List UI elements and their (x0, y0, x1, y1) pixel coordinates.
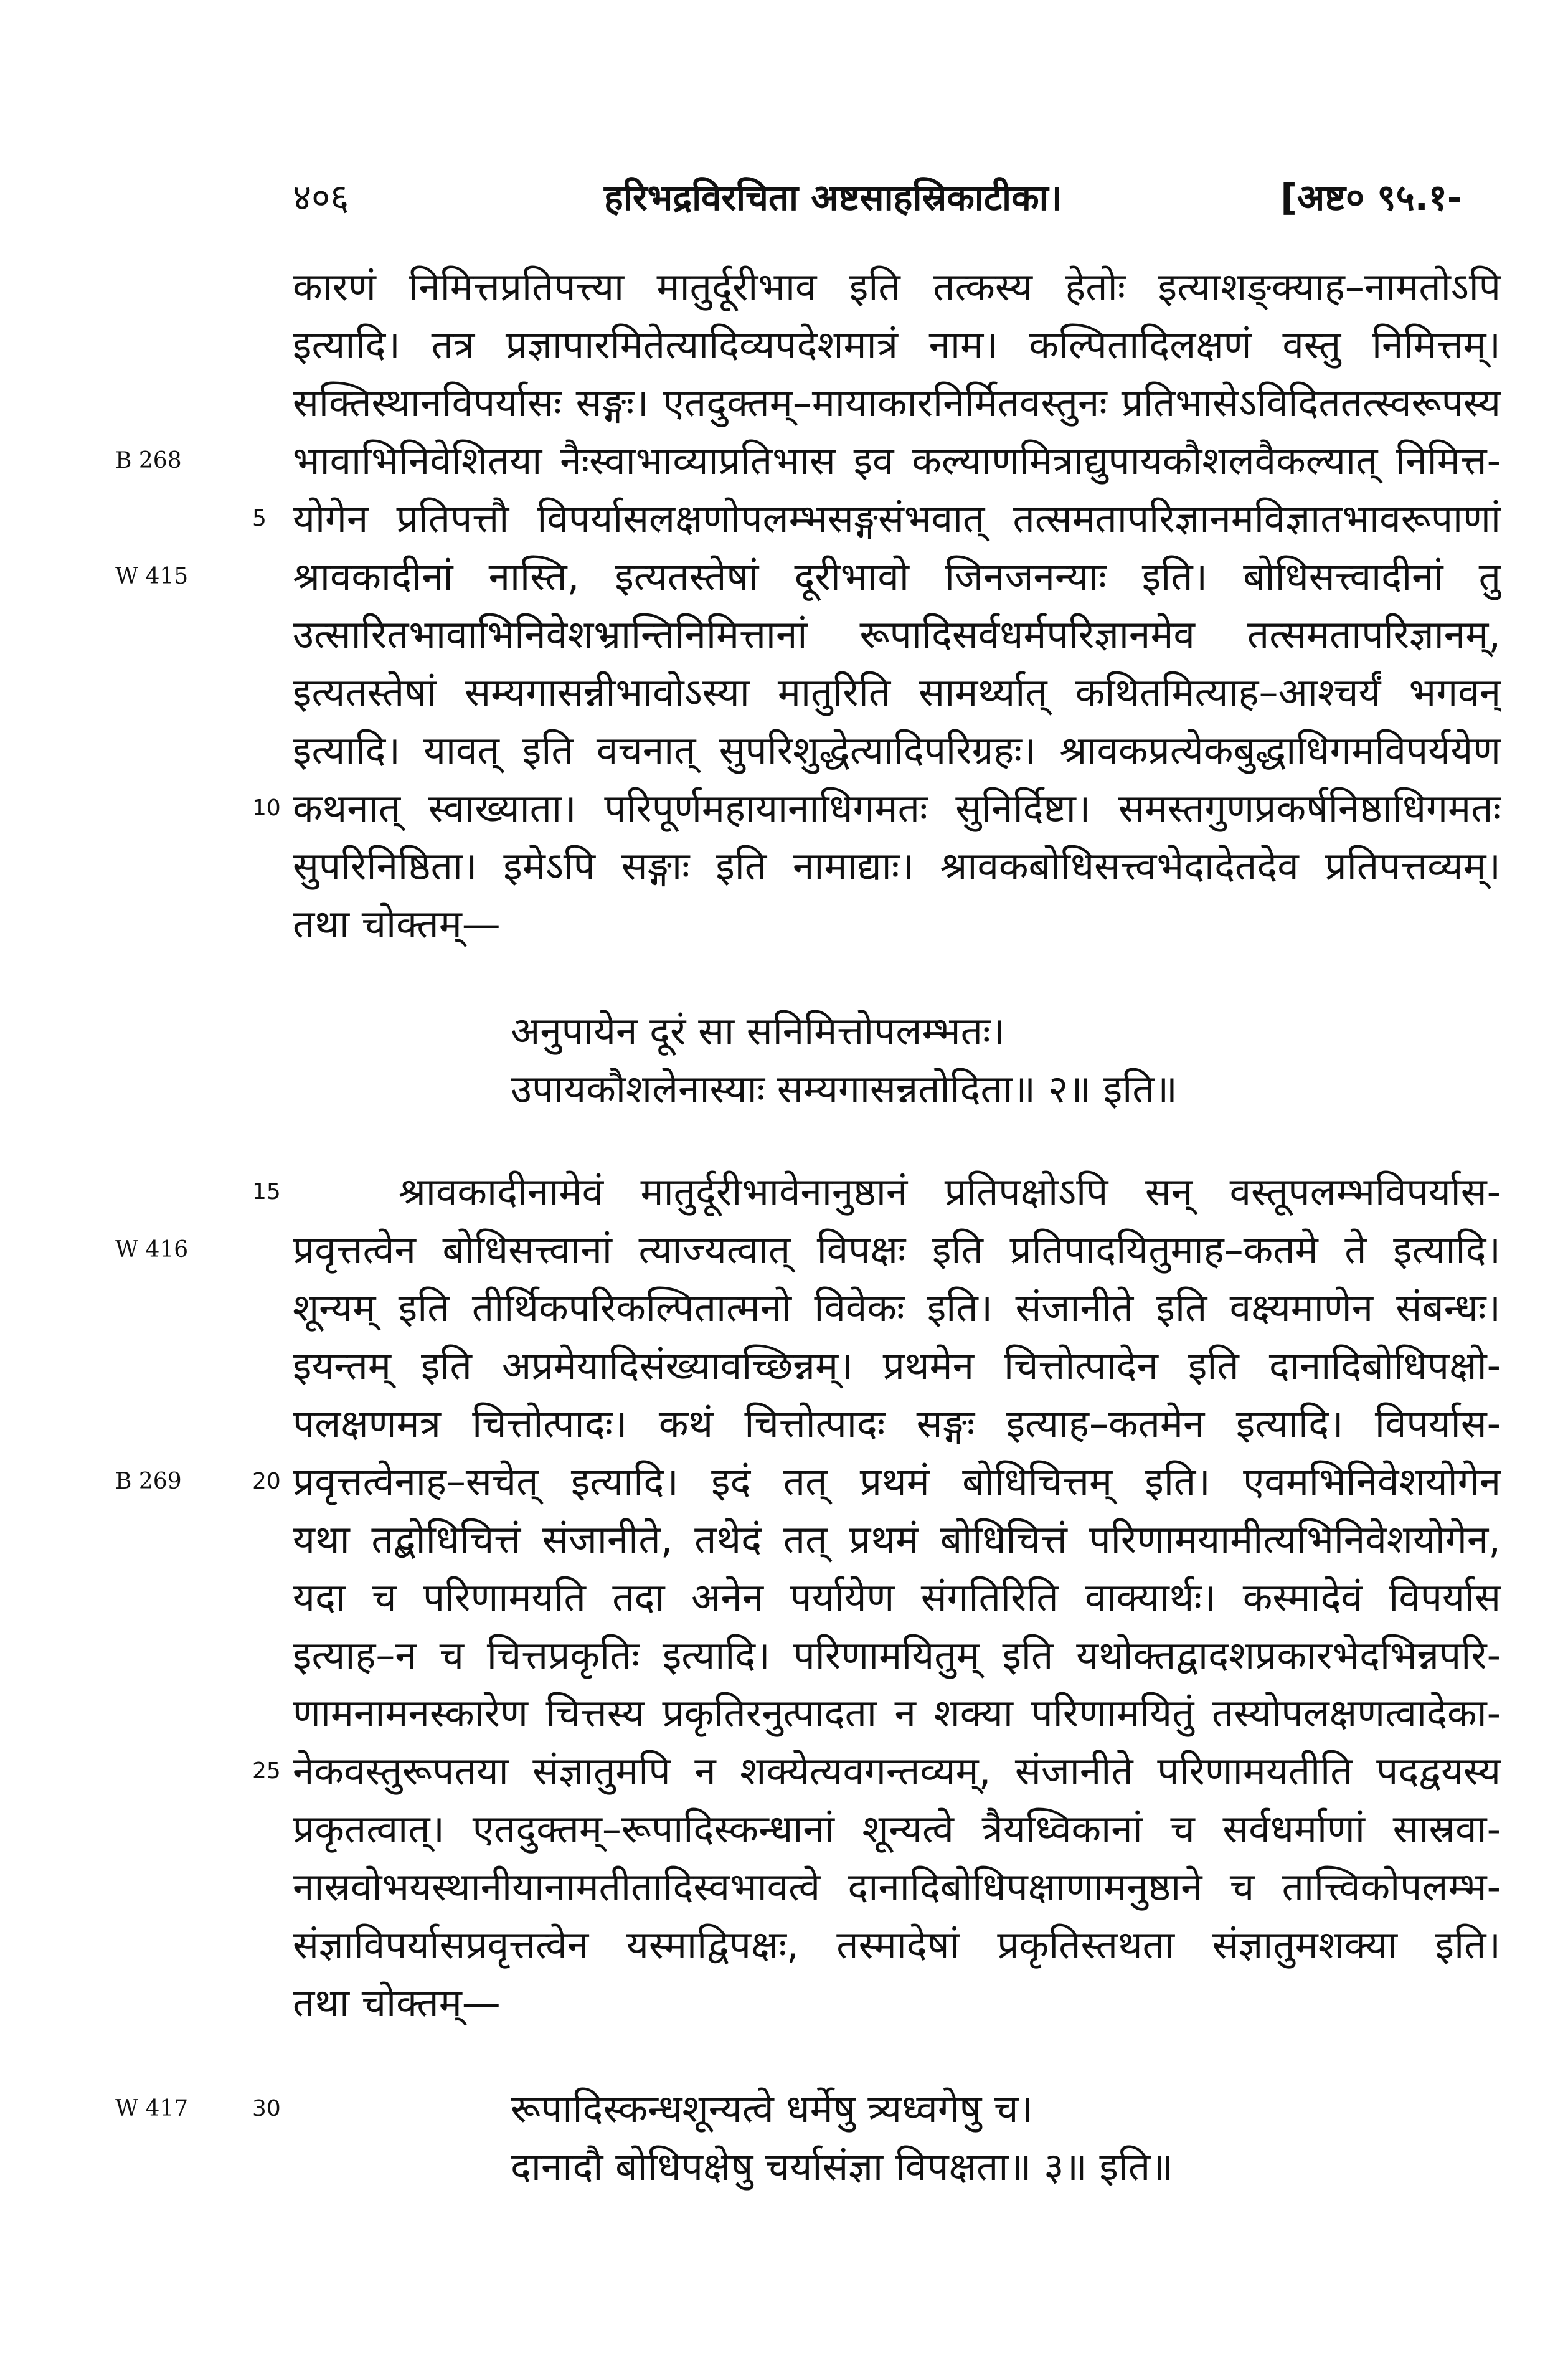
text-line: कारणं निमित्तप्रतिपत्त्या मातुर्दूरीभाव इति तत्कस्य हेतोः इत्याशङ्क्याह–नामतोऽपि (293, 264, 1501, 310)
text-line: इत्यादि। यावत् इति वचनात् सुपरिशुद्धेत्यादिपरिग्रहः। श्रावकप्रत्येकबुद्धाधिगमविपर्ययेण (293, 727, 1501, 773)
text-line: श्रावकादीनां नास्ति, इत्यतस्तेषां दूरीभावो जिनजनन्याः इति। बोधिसत्त्वादीनां तु (293, 554, 1501, 599)
text-line: शून्यम् इति तीर्थिकपरिकल्पितात्मनो विवेकः इति। संजानीते इति वक्ष्यमाणेन संबन्धः। (293, 1285, 1501, 1330)
line-number: 10 (252, 795, 281, 821)
text-line: कथनात् स्वाख्याता। परिपूर्णमहायानाधिगमतः सुनिर्दिष्टा। समस्तगुणप्रकर्षनिष्ठाधिगमतः (293, 785, 1501, 831)
margin-reference: W 417 (115, 2096, 189, 2121)
text-line: सक्तिस्थानविपर्यासः सङ्गः। एतदुक्तम्–मायाकारनिर्मितवस्तुनः प्रतिभासेऽविदिततत्स्वरूपस्य (293, 380, 1501, 425)
text-line: सुपरिनिष्ठिता। इमेऽपि सङ्गाः इति नामाद्याः। श्रावकबोधिसत्त्वभेदादेतदेव प्रतिपत्तव्यम्। (293, 843, 1501, 889)
text-line: इत्यतस्तेषां सम्यगासन्नीभावोऽस्या मातुरिति सामर्थ्यात् कथितमित्याह–आश्चर्यं भगवन् (293, 670, 1501, 715)
line-number: 30 (252, 2096, 281, 2121)
text-line: प्रकृतत्वात्। एतदुक्तम्–रूपादिस्कन्धानां शून्यत्वे त्रैयध्विकानां च सर्वधर्माणां सास्रवा- (293, 1806, 1501, 1852)
text-line: उत्सारितभावाभिनिवेशभ्रान्तिनिमित्तानां रूपादिसर्वधर्मपरिज्ञानमेव तत्समतापरिज्ञानम्, (293, 612, 1501, 657)
page-number: ४०६ (293, 176, 349, 219)
margin-reference: W 416 (115, 1237, 189, 1262)
text-line: भावाभिनिवेशितया नैःस्वाभाव्याप्रतिभास इव कल्याणमित्राद्युपायकौशलवैकल्यात् निमित्त- (293, 438, 1501, 483)
text-line: तथा चोक्तम्— (293, 1980, 501, 2025)
line-number: 25 (252, 1758, 281, 1784)
verse-line: अनुपायेन दूरं सा सनिमित्तोपलम्भतः। (511, 1008, 1006, 1054)
verse-line: उपायकौशलेनास्याः सम्यगासन्नतोदिता॥ २॥ इति॥ (511, 1066, 1178, 1112)
margin-reference: B 269 (115, 1469, 182, 1494)
text-line: प्रवृत्तत्वेन बोधिसत्त्वानां त्याज्यत्वात् विपक्षः इति प्रतिपादयितुमाह–कतमे ते इत्यादि। (293, 1227, 1501, 1272)
text-line: योगेन प्रतिपत्तौ विपर्यासलक्षणोपलम्भसङ्गसंभवात् तत्समतापरिज्ञानमविज्ञातभावरूपाणां (293, 496, 1501, 541)
text-line: इयन्तम् इति अप्रमेयादिसंख्यावच्छिन्नम्। प्रथमेन चित्तोत्पादेन इति दानादिबोधिपक्षो- (293, 1343, 1501, 1388)
text-line: इत्याह–न च चित्तप्रकृतिः इत्यादि। परिणामयितुम् इति यथोक्तद्वादशप्रकारभेदभिन्नपरि- (293, 1632, 1501, 1678)
running-header (293, 159, 1475, 227)
text-line: यदा च परिणामयति तदा अनेन पर्यायेण संगतिरिति वाक्यार्थः। कस्मादेवं विपर्यास (293, 1575, 1501, 1620)
line-number: 20 (252, 1469, 281, 1494)
text-line: इत्यादि। तत्र प्रज्ञापारमितेत्यादिव्यपदेशमात्रं नाम। कल्पितादिलक्षणं वस्तु निमित्तम्। (293, 322, 1501, 367)
text-line: नेकवस्तुरूपतया संज्ञातुमपि न शक्येत्यवगन्तव्यम्, संजानीते परिणामयतीति पदद्वयस्य (293, 1748, 1501, 1794)
text-line: पलक्षणमत्र चित्तोत्पादः। कथं चित्तोत्पादः सङ्गः इत्याह–कतमेन इत्यादि। विपर्यास- (293, 1401, 1501, 1446)
line-number: 15 (252, 1179, 281, 1205)
section-reference: [अष्ट० ९५.१- (1280, 176, 1462, 219)
text-line: प्रवृत्तत्वेनाह–सचेत् इत्यादि। इदं तत् प्रथमं बोधिचित्तम् इति। एवमभिनिवेशयोगेन (293, 1459, 1501, 1504)
running-title: हरिभद्रविरचिता अष्टसाहस्रिकाटीका। (604, 176, 1062, 219)
text-line: श्रावकादीनामेवं मातुर्दूरीभावेनानुष्ठानं प्रतिपक्षोऽपि सन् वस्तूपलम्भविपर्यास- (399, 1169, 1501, 1215)
margin-reference: W 415 (115, 564, 189, 589)
margin-reference: B 268 (115, 448, 182, 473)
verse-line: रूपादिस्कन्धशून्यत्वे धर्मेषु त्र्यध्वगेषु च। (511, 2086, 1034, 2131)
text-line: यथा तद्बोधिचित्तं संजानीते, तथेदं तत् प्रथमं बोधिचित्तं परिणामयामीत्यभिनिवेशयोगेन, (293, 1517, 1501, 1562)
text-line: तथा चोक्तम्— (293, 901, 501, 947)
text-line: णामनामनस्कारेण चित्तस्य प्रकृतिरनुत्पादता न शक्या परिणामयितुं तस्योपलक्षणत्वादेका- (293, 1690, 1501, 1736)
text-line: नास्रवोभयस्थानीयानामतीतादिस्वभावत्वे दानादिबोधिपक्षाणामनुष्ठाने च तात्त्विकोपलम्भ- (293, 1864, 1501, 1910)
verse-line: दानादौ बोधिपक्षेषु चर्यासंज्ञा विपक्षता॥ ३॥ इति॥ (511, 2144, 1174, 2189)
text-line: संज्ञाविपर्यासप्रवृत्तत्वेन यस्माद्विपक्षः, तस्मादेषां प्रकृतिस्तथता संज्ञातुमशक्या इति। (293, 1922, 1501, 1968)
line-number: 5 (252, 506, 267, 531)
